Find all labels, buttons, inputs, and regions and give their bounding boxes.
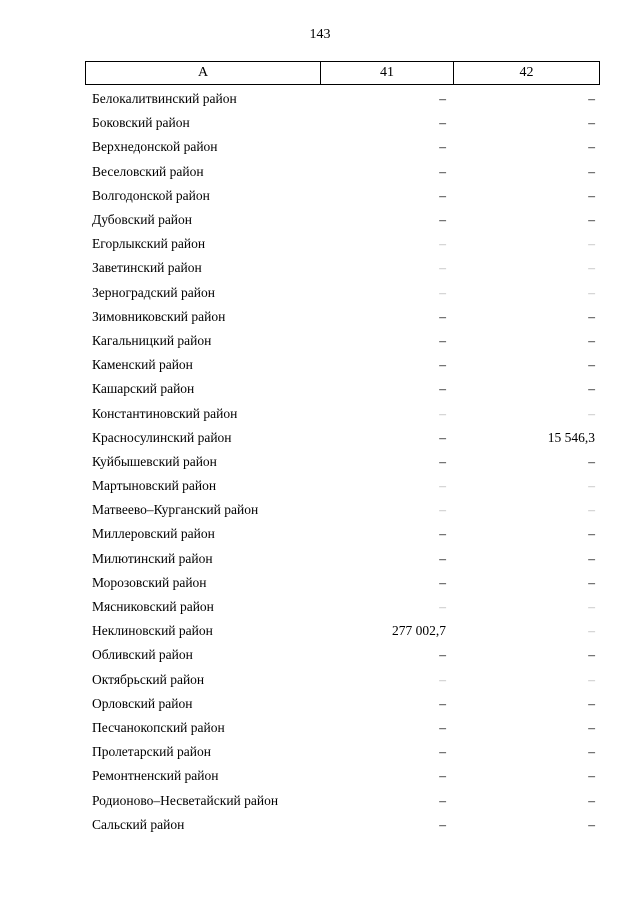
table-row <box>85 208 600 232</box>
district-name: Дубовский район <box>92 212 193 228</box>
table-row <box>85 184 600 208</box>
table-header <box>85 61 600 85</box>
table-row <box>85 813 600 837</box>
value-col-42: – <box>588 236 595 252</box>
value-col-41: – <box>439 405 446 421</box>
table-row <box>85 281 600 305</box>
value-col-42: – <box>588 308 595 324</box>
table-row <box>85 256 600 280</box>
value-col-42: – <box>588 671 595 687</box>
district-name: Сальский район <box>92 816 185 832</box>
value-col-42: – <box>588 284 595 300</box>
table-row <box>85 160 600 184</box>
value-col-42: – <box>588 405 595 421</box>
value-col-41: – <box>439 453 446 469</box>
value-col-42: – <box>588 719 595 735</box>
district-name: Ремонтненский район <box>92 768 219 784</box>
value-col-42: – <box>588 139 595 155</box>
value-col-41: – <box>439 381 446 397</box>
value-col-41: – <box>439 647 446 663</box>
value-col-41: – <box>439 574 446 590</box>
value-col-42: – <box>588 260 595 276</box>
table-row <box>85 232 600 256</box>
column-header-41: 41 <box>321 62 454 84</box>
value-col-42: 15 546,3 <box>547 429 595 445</box>
table-row <box>85 547 600 571</box>
value-col-41: – <box>439 719 446 735</box>
district-name: Песчанокопский район <box>92 719 225 735</box>
table-row <box>85 401 600 425</box>
table-row <box>85 377 600 401</box>
value-col-42: – <box>588 357 595 373</box>
table-row <box>85 353 600 377</box>
value-col-41: – <box>439 139 446 155</box>
district-name: Матвеево–Курганский район <box>92 502 259 518</box>
value-col-41: – <box>439 115 446 131</box>
table-row <box>85 788 600 812</box>
value-col-42: – <box>588 744 595 760</box>
value-col-41: – <box>439 284 446 300</box>
value-col-41: – <box>439 478 446 494</box>
table-row <box>85 522 600 546</box>
table-row <box>85 668 600 692</box>
district-name: Каменский район <box>92 357 193 373</box>
value-col-42: – <box>588 526 595 542</box>
value-col-42: – <box>588 91 595 107</box>
district-name: Веселовский район <box>92 163 204 179</box>
district-name: Мартыновский район <box>92 478 217 494</box>
district-name: Неклиновский район <box>92 623 213 639</box>
value-col-42: – <box>588 212 595 228</box>
district-name: Мясниковский район <box>92 599 214 615</box>
table-row <box>85 474 600 498</box>
value-col-42: – <box>588 768 595 784</box>
table-body <box>85 87 600 837</box>
value-col-42: – <box>588 574 595 590</box>
value-col-42: – <box>588 381 595 397</box>
value-col-41: – <box>439 671 446 687</box>
table-row <box>85 305 600 329</box>
value-col-41: – <box>439 91 446 107</box>
value-col-42: – <box>588 187 595 203</box>
district-name: Миллеровский район <box>92 526 215 542</box>
district-name: Зерноградский район <box>92 284 215 300</box>
district-name: Константиновский район <box>92 405 238 421</box>
value-col-42: – <box>588 647 595 663</box>
value-col-42: – <box>588 599 595 615</box>
district-name: Волгодонской район <box>92 187 210 203</box>
value-col-41: – <box>439 599 446 615</box>
value-col-41: – <box>439 502 446 518</box>
district-name: Орловский район <box>92 695 193 711</box>
value-col-41: – <box>439 212 446 228</box>
table-row <box>85 643 600 667</box>
value-col-42: – <box>588 550 595 566</box>
district-name: Обливский район <box>92 647 193 663</box>
table-row <box>85 571 600 595</box>
value-col-42: – <box>588 115 595 131</box>
district-name: Куйбышевский район <box>92 453 217 469</box>
value-col-41: – <box>439 768 446 784</box>
table-row <box>85 426 600 450</box>
page-number: 143 <box>309 27 331 42</box>
district-name: Октябрьский район <box>92 671 205 687</box>
value-col-41: – <box>439 187 446 203</box>
table-row <box>85 450 600 474</box>
district-name: Кашарский район <box>92 381 195 397</box>
district-name: Заветинский район <box>92 260 202 276</box>
table-row <box>85 498 600 522</box>
district-name: Кагальницкий район <box>92 332 212 348</box>
table-row <box>85 135 600 159</box>
value-col-42: – <box>588 453 595 469</box>
column-header-42: 42 <box>519 65 534 80</box>
value-col-41: – <box>439 332 446 348</box>
district-name: Зимовниковский район <box>92 308 226 324</box>
value-col-42: – <box>588 478 595 494</box>
column-header-a: А <box>86 62 321 84</box>
table-row <box>85 595 600 619</box>
district-name: Боковский район <box>92 115 190 131</box>
value-col-42: – <box>588 163 595 179</box>
value-col-41: – <box>439 260 446 276</box>
value-col-41: – <box>439 308 446 324</box>
table-row <box>85 740 600 764</box>
district-name: Верхнедонской район <box>92 139 218 155</box>
table-row <box>85 87 600 111</box>
district-name: Красносулинский район <box>92 429 232 445</box>
table-row <box>85 329 600 353</box>
district-name: Милютинский район <box>92 550 213 566</box>
value-col-41: – <box>439 357 446 373</box>
district-name: Пролетарский район <box>92 744 211 760</box>
value-col-42: – <box>588 792 595 808</box>
value-col-42: – <box>588 695 595 711</box>
value-col-42: – <box>588 502 595 518</box>
value-col-41: – <box>439 163 446 179</box>
value-col-42: – <box>588 623 595 639</box>
value-col-41: – <box>439 550 446 566</box>
value-col-41: – <box>439 792 446 808</box>
value-col-42: – <box>588 332 595 348</box>
value-col-41: – <box>439 526 446 542</box>
district-name: Родионово–Несветайский район <box>92 792 279 808</box>
table-row <box>85 111 600 135</box>
district-name: Егорлыкский район <box>92 236 206 252</box>
value-col-41: – <box>439 236 446 252</box>
district-name: Белокалитвинский район <box>92 91 237 107</box>
value-col-41: – <box>439 744 446 760</box>
table-row <box>85 716 600 740</box>
district-name: Морозовский район <box>92 574 207 590</box>
value-col-42: – <box>588 816 595 832</box>
value-col-41: – <box>439 695 446 711</box>
table-row <box>85 764 600 788</box>
table-row <box>85 692 600 716</box>
value-col-41: 277 002,7 <box>392 623 446 639</box>
value-col-41: – <box>439 429 446 445</box>
table-row <box>85 619 600 643</box>
value-col-41: – <box>439 816 446 832</box>
